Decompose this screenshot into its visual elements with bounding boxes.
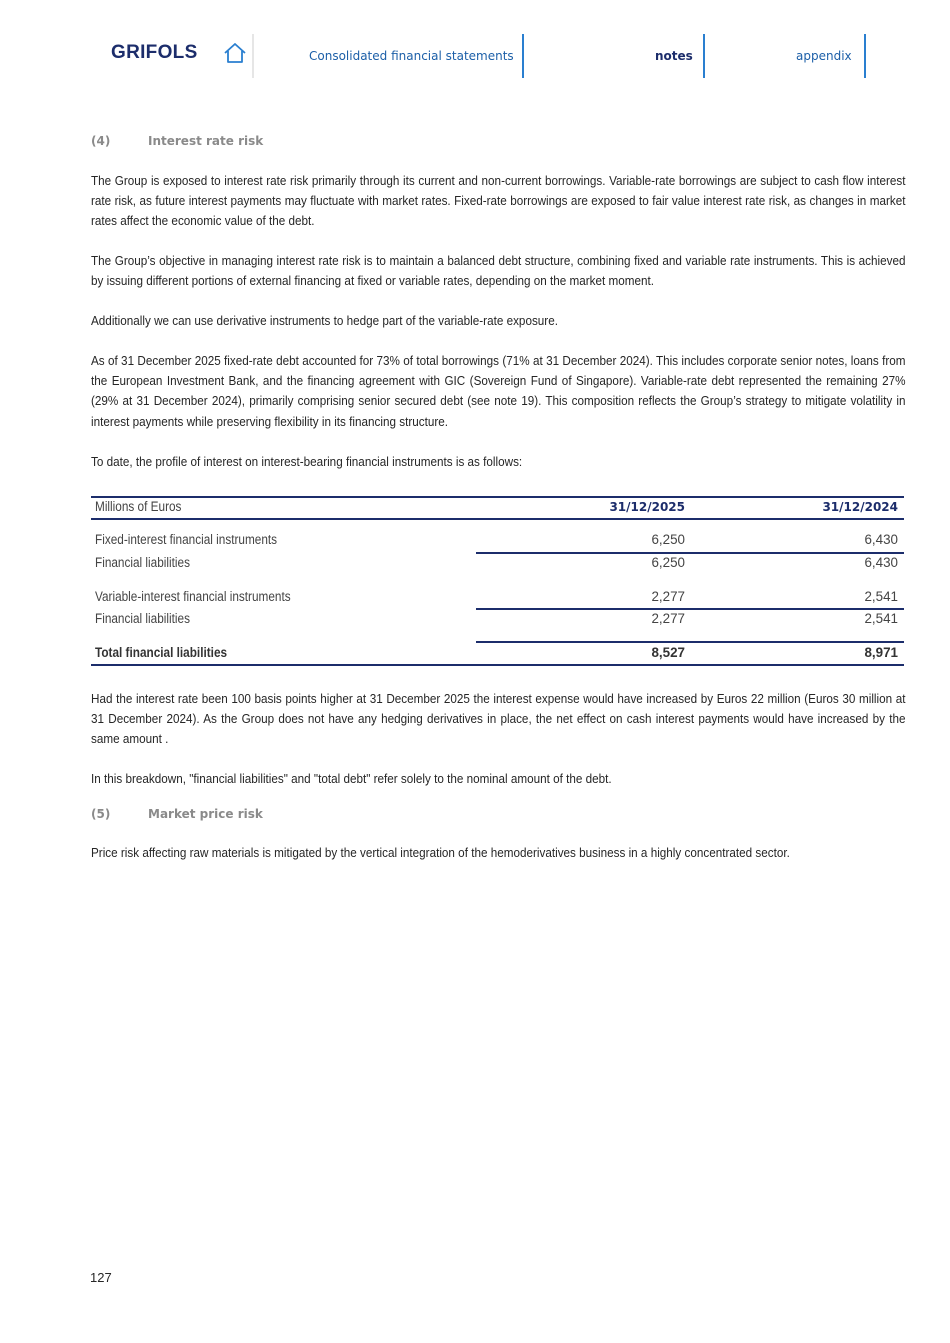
paragraph: Price risk affecting raw materials is mitigated by the vertical integration of the hemoderivatives business in a highly concentrated sector. [91,845,790,860]
total-label: Total financial liabilities [95,645,228,660]
row-label: Financial liabilities [95,555,190,570]
section-title: Market price risk [148,807,263,821]
paragraph: To date, the profile of interest on interest-bearing financial instruments is as follows: [91,454,523,469]
value-2025: 2,277 [651,611,685,626]
value-2025: 2,277 [651,589,685,604]
page-header [0,0,950,110]
total-2024: 8,971 [864,645,898,660]
header-divider [703,34,705,78]
value-2025: 6,250 [651,555,685,570]
row-rule [476,608,904,610]
column-header-2024: 31/12/2024 [822,500,898,514]
row-rule [476,552,904,554]
column-header-label: Millions of Euros [95,499,182,514]
table-row [91,589,904,609]
paragraph: Had the interest rate been 100 basis points higher at 31 December 2025 the interest expense would have increased by Euros 22 million (Euros 30 million at 31 December 2024). As the Group does not have any hedging derivatives in place, the net effect on cash interest payments would have increased by the same amount . [91,691,906,747]
page-number: 127 [90,1270,112,1285]
table-bottom-rule [91,664,904,666]
paragraph: Additionally we can use derivative instruments to hedge part of the variable-rate exposure. [91,313,558,328]
header-divider [252,34,254,78]
row-label: Fixed-interest financial instruments [95,532,278,547]
table-header-rule [91,518,904,520]
nav-appendix[interactable]: appendix [796,49,852,63]
nav-notes[interactable]: notes [655,49,693,63]
header-divider [864,34,866,78]
table-total-row [91,645,904,665]
section-number: (4) [91,134,111,148]
section-heading-market-price-risk [91,807,263,821]
value-2024: 6,430 [864,532,898,547]
value-2025: 6,250 [651,532,685,547]
section-number: (5) [91,807,111,821]
table-row [91,555,904,575]
nav-consolidated-financial-statements[interactable]: Consolidated financial statements [309,49,514,63]
home-icon[interactable] [222,40,248,66]
interest-profile-table [91,496,904,668]
value-2024: 2,541 [864,589,898,604]
column-header-2025: 31/12/2025 [609,500,685,514]
table-header-row [91,499,904,519]
table-top-rule [91,496,904,498]
paragraph: The Group’s objective in managing interest rate risk is to maintain a balanced debt structure, combining fixed and variable rate instruments. This is achieved by issuing different portions of external financing at fixed or variable rates, depending on the market moment. [91,253,906,289]
row-rule [476,641,904,643]
paragraph: In this breakdown, "financial liabilities" and "total debt" refer solely to the nominal amount of the debt. [91,771,612,786]
table-row [91,532,904,552]
section-heading-interest-rate-risk [91,134,263,148]
row-label: Variable-interest financial instruments [95,589,291,604]
table-row [91,611,904,631]
paragraph: The Group is exposed to interest rate risk primarily through its current and non-current borrowings. Variable-rate borrowings are subject to cash flow interest rate risk, as future interest payments may fluctuate with market rates. Fixed-rate borrowings are exposed to fair value interest rate risk, as changes in market rates affect the economic value of the debt. [91,173,906,229]
row-label: Financial liabilities [95,611,190,626]
section-title: Interest rate risk [148,134,264,148]
total-2025: 8,527 [651,645,685,660]
grifols-logo[interactable]: GRIFOLS [111,42,198,63]
paragraph: As of 31 December 2025 fixed-rate debt accounted for 73% of total borrowings (71% at 31 December 2024). This includes corporate senior notes, loans from the European Investment Bank, and the financing agreement with GIC (Sovereign Fund of Singapore). Variable-rate debt represented the remaining 27% (29% at 31 December 2024), primarily comprising senior secured debt (see note 19). This composition reflects the Group’s strategy to mitigate volatility in interest payments while preserving flexibility in its financing structure. [91,353,906,429]
value-2024: 6,430 [864,555,898,570]
value-2024: 2,541 [864,611,898,626]
header-divider [522,34,524,78]
